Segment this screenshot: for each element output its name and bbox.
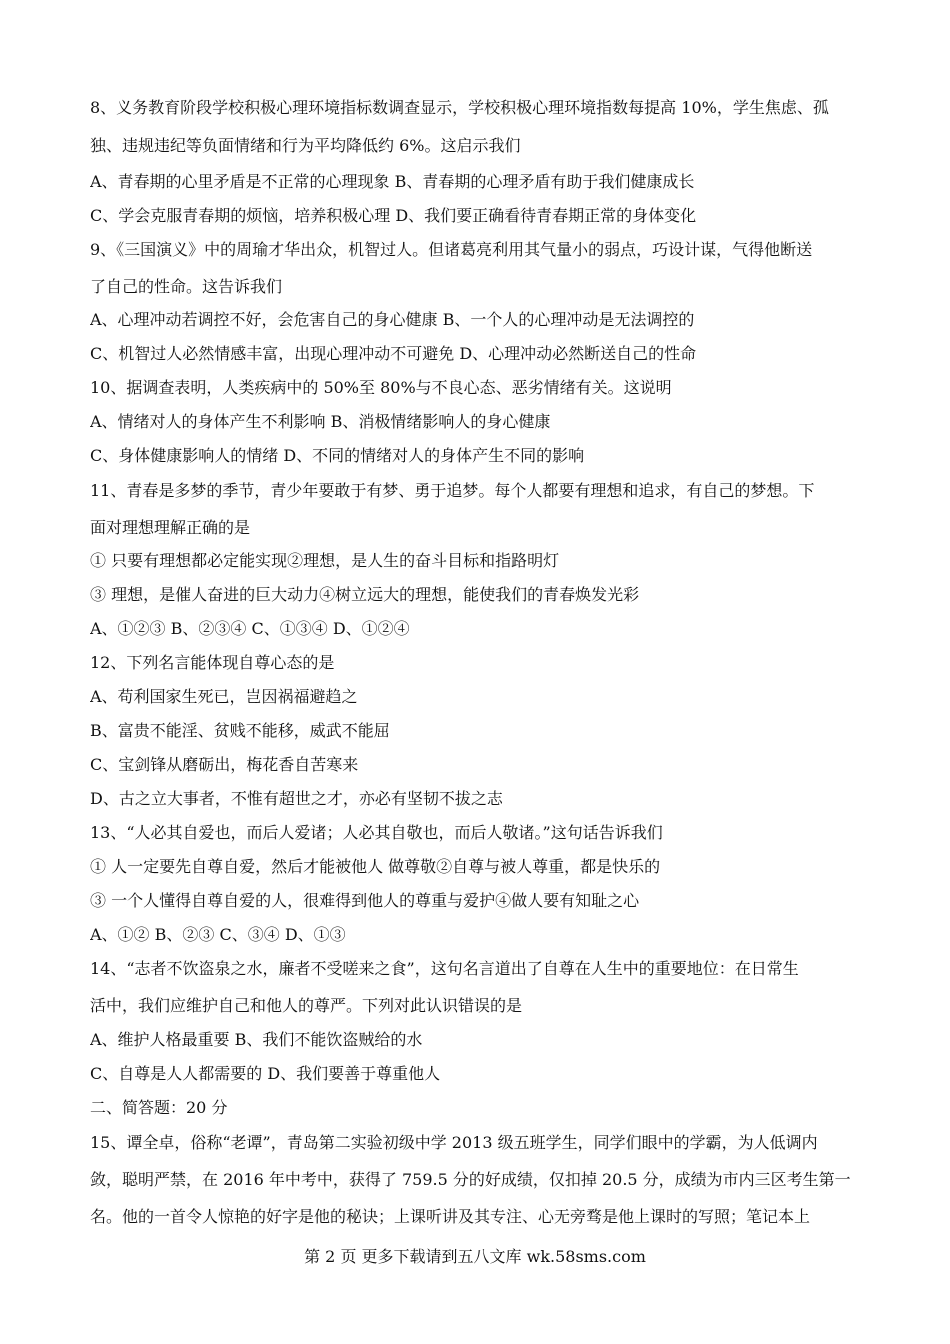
question-12-option-d: D、古之立大事者，不惟有超世之才，亦必有坚韧不拔之志 — [90, 789, 503, 808]
page-footer: 第 2 页 更多下载请到五八文库 wk.58sms.com — [304, 1247, 646, 1266]
question-12-option-a: A、苟利国家生死已，岂因祸福避趋之 — [90, 687, 358, 706]
question-9-options-cd: C、机智过人必然情感丰富，出现心理冲动不可避免 D、心理冲动必然断送自己的性命 — [90, 344, 697, 363]
question-13-stem: 13、“人必其自爱也，而后人爱诸；人必其自敬也，而后人敬诸。”这句话告诉我们 — [90, 823, 663, 842]
question-15-line-1: 15、谭全卓，俗称“老谭”，青岛第二实验初级中学 2013 级五班学生，同学们眼中的学霸，为人低调内 — [90, 1133, 818, 1152]
question-11-options: A、①②③ B、②③④ C、①③④ D、①②④ — [90, 619, 410, 638]
question-15-line-3: 名。他的一首令人惊艳的好字是他的秘诀；上课听讲及其专注、心无旁骛是他上课时的写照；笔记本上 — [90, 1207, 811, 1226]
question-9-stem-line-2: 了自己的性命。这告诉我们 — [90, 277, 283, 296]
question-15-line-2: 敛，聪明严禁，在 2016 年中考中，获得了 759.5 分的好成绩，仅扣掉 20.5 分，成绩为市内三区考生第一 — [90, 1170, 851, 1189]
question-8-options-cd: C、学会克服青春期的烦恼，培养积极心理 D、我们要正确看待青春期正常的身体变化 — [90, 206, 697, 225]
question-10-stem: 10、据调查表明，人类疾病中的 50%至 80%与不良心态、恶劣情绪有关。这说明 — [90, 378, 672, 397]
question-12-stem: 12、下列名言能体现自尊心态的是 — [90, 653, 335, 672]
question-11-stem-line-2: 面对理想理解正确的是 — [90, 518, 251, 537]
question-11-stem-line-1: 11、青春是多梦的季节，青少年要敢于有梦、勇于追梦。每个人都要有理想和追求，有自己的梦想。下 — [90, 481, 815, 500]
question-8-stem-line-2: 独、违规违纪等负面情绪和行为平均降低约 6%。这启示我们 — [90, 136, 521, 155]
question-12-option-c: C、宝剑锋从磨砺出，梅花香自苦寒来 — [90, 755, 359, 774]
question-13-statements-12: ① 人一定要先自尊自爱，然后才能被他人 做尊敬②自尊与被人尊重，都是快乐的 — [90, 857, 661, 876]
question-8-options-ab: A、青春期的心里矛盾是不正常的心理现象 B、青春期的心理矛盾有助于我们健康成长 — [90, 172, 695, 191]
question-11-statements-12: ① 只要有理想都必定能实现②理想，是人生的奋斗目标和指路明灯 — [90, 551, 560, 570]
question-14-options-ab: A、维护人格最重要 B、我们不能饮盗贼给的水 — [90, 1030, 423, 1049]
question-9-options-ab: A、心理冲动若调控不好，会危害自己的身心健康 B、一个人的心理冲动是无法调控的 — [90, 310, 695, 329]
question-12-option-b: B、富贵不能淫、贫贱不能移，威武不能屈 — [90, 721, 390, 740]
section-heading-short-answer: 二、简答题：20 分 — [90, 1098, 228, 1117]
question-14-options-cd: C、自尊是人人都需要的 D、我们要善于尊重他人 — [90, 1064, 441, 1083]
question-9-stem-line-1: 9、《三国演义》中的周瑜才华出众，机智过人。但诸葛亮利用其气量小的弱点，巧设计谋，气得他断送 — [90, 240, 813, 259]
question-14-stem-line-2: 活中，我们应维护自己和他人的尊严。下列对此认识错误的是 — [90, 996, 523, 1015]
question-10-options-ab: A、情绪对人的身体产生不利影响 B、消极情绪影响人的身心健康 — [90, 412, 551, 431]
question-11-statements-34: ③ 理想，是催人奋进的巨大动力④树立远大的理想，能使我们的青春焕发光彩 — [90, 585, 640, 604]
question-8-stem-line-1: 8、义务教育阶段学校积极心理环境指标数调查显示，学校积极心理环境指数每提高 10%，学生焦虑、孤 — [90, 98, 829, 117]
question-13-options: A、①② B、②③ C、③④ D、①③ — [90, 925, 346, 944]
question-14-stem-line-1: 14、“志者不饮盗泉之水，廉者不受嗟来之食”，这句名言道出了自尊在人生中的重要地位：在日常生 — [90, 959, 799, 978]
question-13-statements-34: ③ 一个人懂得自尊自爱的人，很难得到他人的尊重与爱护④做人要有知耻之心 — [90, 891, 640, 910]
question-10-options-cd: C、身体健康影响人的情绪 D、不同的情绪对人的身体产生不同的影响 — [90, 446, 585, 465]
